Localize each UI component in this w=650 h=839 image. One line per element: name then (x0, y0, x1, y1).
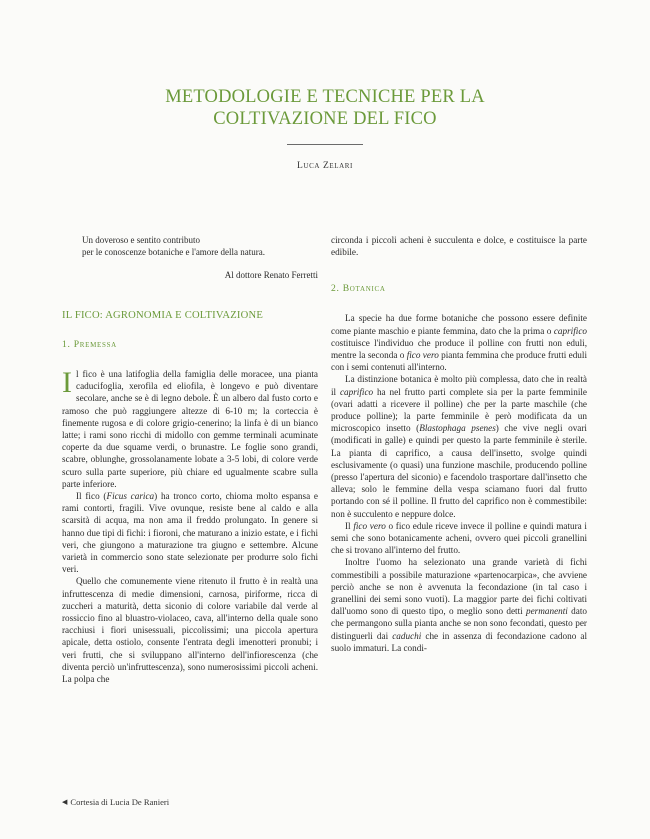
left-triangle-icon: ◀ (62, 798, 68, 806)
right-column (331, 234, 587, 654)
dedication-line-2: per le conoscenze botaniche e l'amore della natura. (82, 247, 266, 257)
photo-credit (62, 797, 169, 807)
paragraph-partenocarpica: Inoltre l'uomo ha selezionato una grande varietà di fichi commestibili a possibile maturazione «partenocarpica», che avviene perciò anche se non è avvenuta la fecondazione (in tal caso i granellini dei semi sono vuoti). La maggior parte dei fichi coltivati dall'uomo sono di questo tipo, o meglio sono detti permanenti dato che permangono sulla pianta anche se non sono fecondati, questo per distinguerli dai caduchi che in assenza di fecondazione cadono al suolo immaturi. La condi- (331, 557, 588, 653)
dedication-line-1: Un doveroso e sentito contributo (82, 235, 200, 245)
dedication (82, 234, 318, 258)
paragraph-forme-botaniche: La specie ha due forme botaniche che possono essere definite come piante maschio e piante femmina, dato che la prima o caprifico costituisce l'individuo che produce il polline con frutti non eduli, mentre la seconda o fico vero pianta femmina che produce frutti eduli con i semi contenuti all'interno. (331, 313, 588, 373)
paragraph-continued: circonda i piccoli acheni è succulenta e dolce, e costituisce la parte edibile. (331, 235, 587, 258)
drop-cap: I (62, 366, 72, 399)
left-column (62, 234, 318, 685)
title-line-1: METODOLOGIE E TECNICHE PER LA (165, 87, 485, 107)
paragraph-intro: Il fico è una latifoglia della famiglia delle moracee, una pianta caducifoglia, xerofila ed eliofila, è longevo e può diventare secolare, anche se è di legno debole. È un albero dal fusto corto e ramoso che può raggiungere altezze di 6-10 m; la corteccia è finemente rugosa e di colore grigio-cenerino; la linfa è di un bianco latte; i rami sono ricchi di midollo con gemme terminali acuminate coperte da due squame verdi, o brunastre. Le foglie sono grandi, scabre, oblunghe, grossolanamente lobate a 3-5 lobi, di colore verde scuro sulla parte superiore, più chiare ed ugualmente scabre sulla parte inferiore. (62, 366, 318, 489)
paragraph-ficus-carica: Il fico (Ficus carica) ha tronco corto, chioma molto espansa e rami contorti, fragili. Vive ovunque, resiste bene al caldo e alla scarsità di acqua, ma non ama il freddo prolungato. In genere si hanno due tipi di fichi: i fioroni, che maturano a inizio estate, e i fichi veri, che giungono a maturazione tra giugno e settembre. Alcune varietà in commercio sono state selezionate per produrre solo fichi veri. (62, 491, 318, 575)
section-heading: IL FICO: AGRONOMIA E COLTIVAZIONE (62, 310, 264, 321)
paragraph-distinzione: La distinzione botanica è molto più complessa, dato che in realtà il caprifico ha nel frutto parti complete sia per la parte femminile (ovari adatti a ricevere il polline) che per la parte maschile (che produce polline); la parte femminile è però modificata da un microscopico insetto (Blastophaga psenes) che vive negli ovari (modificati in galle) e quindi per questo la parte femminile è sterile. La pianta di caprifico, a causa dell'insetto, svolge quindi esclusivamente (o quasi) una funzione maschile, producendo polline (presso l'apertura del siconio) e facendolo trasportare dall'insetto che alleva; solo le femmine della vespa sciamano fuori dal frutto portando con sé il polline. Il frutto del caprifico non è commestibile: non è succulento e neppure dolce. (331, 374, 587, 519)
paragraph-fico-vero: Il fico vero o fico edule riceve invece il polline e quindi matura i semi che sono botanicamente acheni, ovvero quei piccoli granellini che si trovano all'interno del frutto. (331, 520, 587, 556)
subsection-heading-botanica: 2. Botanica (331, 283, 386, 295)
paragraph-infruttescenza: Quello che comunemente viene ritenuto il frutto è in realtà una infruttescenza di medie dimensioni, carnosa, piriforme, ricca di zuccheri a maturità, detta siconio di colore variabile dal verde al rossiccio fino al bluastro-violaceo, cava, all'interno della quale sono racchiusi i fiori unisessuali, piccolissimi; una piccola apertura apicale, detta ostiolo, consente l'entrata degli imenotteri pronubi; i veri frutti, che si sviluppano all'interno dell'infiorescenza (che diventa perciò un'infruttescenza), sono numerosissimi piccoli acheni. La polpa che (62, 576, 318, 685)
article-title (0, 86, 650, 130)
photo-credit-text: Cortesia di Lucia De Ranieri (70, 797, 170, 807)
author-name: Luca Zelari (297, 161, 353, 171)
title-divider (287, 144, 363, 145)
dedication-signature: Al dottore Renato Ferretti (224, 270, 318, 280)
latin-name: Ficus carica (106, 491, 155, 502)
title-line-2: COLTIVAZIONE DEL FICO (213, 109, 437, 129)
subsection-heading-premessa: 1. Premessa (62, 339, 117, 350)
